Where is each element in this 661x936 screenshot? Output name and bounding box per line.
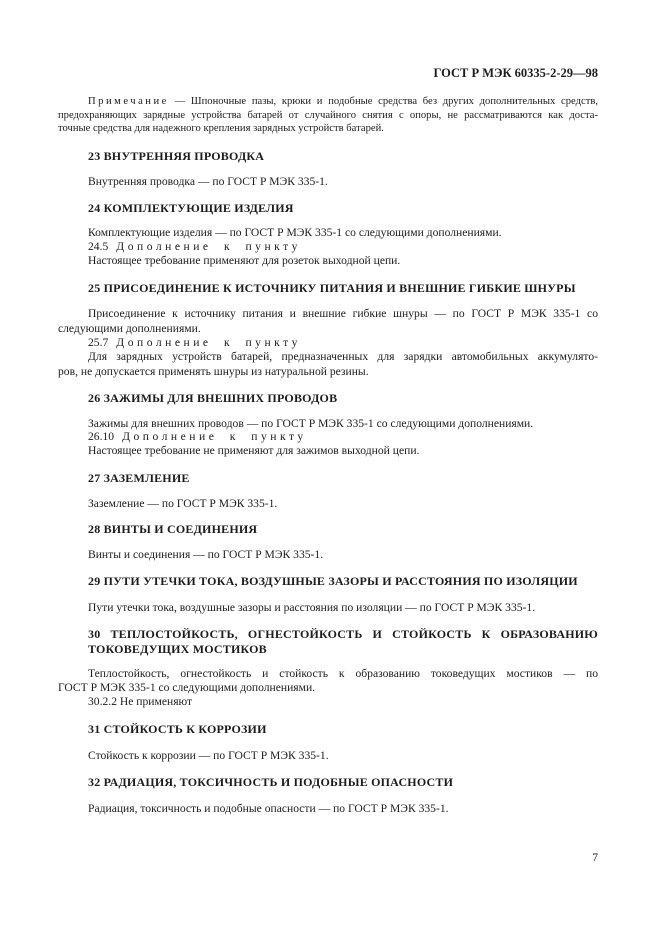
section-30-paragraph-line-2: ГОСТ Р МЭК 335-1 со следующими дополнениями. <box>58 681 316 694</box>
section-27-paragraph: Заземление — по ГОСТ Р МЭК 335-1. <box>88 497 278 510</box>
section-25-paragraph-line-2: следующими дополнениями. <box>58 322 201 335</box>
note-line-3: точные средства для надежного крепления зарядных устройств батарей. <box>58 123 384 134</box>
note-line-1-text: — Шпоночные пазы, крюки и подобные средства без других дополнительных средств, <box>174 96 598 107</box>
note-line-1 <box>58 96 598 109</box>
clause-26-10-text: Настоящее требование не применяют для зажимов выходной цепи. <box>88 444 420 457</box>
clause-24-5-text: Настоящее требование применяют для розеток выходной цепи. <box>88 254 401 267</box>
section-29-heading: 29 ПУТИ УТЕЧКИ ТОКА, ВОЗДУШНЫЕ ЗАЗОРЫ И РАССТОЯНИЯ ПО ИЗОЛЯЦИИ <box>88 574 578 588</box>
section-23-paragraph: Внутренняя проводка — по ГОСТ Р МЭК 335-1. <box>88 175 328 188</box>
clause-24-5-number: 24.5 <box>88 240 109 253</box>
section-24-heading: 24 КОМПЛЕКТУЮЩИЕ ИЗДЕЛИЯ <box>88 201 294 215</box>
section-32-heading: 32 РАДИАЦИЯ, ТОКСИЧНОСТЬ И ПОДОБНЫЕ ОПАСНОСТИ <box>88 775 454 789</box>
section-25-paragraph-line-1: Присоединение к источнику питания и внешние гибкие шнуры — по ГОСТ Р МЭК 335-1 со <box>88 307 598 320</box>
section-31-heading: 31 СТОЙКОСТЬ К КОРРОЗИИ <box>88 722 267 736</box>
section-30-heading-line-1: 30 ТЕПЛОСТОЙКОСТЬ, ОГНЕСТОЙКОСТЬ И СТОЙКОСТЬ К ОБРАЗОВАНИЮ <box>88 627 598 641</box>
section-28-heading: 28 ВИНТЫ И СОЕДИНЕНИЯ <box>88 522 258 536</box>
section-29-paragraph: Пути утечки тока, воздушные зазоры и расстояния по изоляции — по ГОСТ Р МЭК 335-1. <box>88 601 536 614</box>
clause-25-7-number: 25.7 <box>88 336 109 349</box>
clause-30-2-2: 30.2.2 Не применяют <box>88 695 193 708</box>
note-label: Примечание <box>88 96 169 107</box>
section-30-paragraph-line-1: Теплостойкость, огнестойкость и стойкость к образованию токоведущих мостиков — по <box>88 667 598 680</box>
clause-25-7 <box>58 336 598 350</box>
section-31-paragraph: Стойкость к коррозии — по ГОСТ Р МЭК 335-1. <box>88 749 329 762</box>
section-27-heading: 27 ЗАЗЕМЛЕНИЕ <box>88 471 190 485</box>
section-25-heading: 25 ПРИСОЕДИНЕНИЕ К ИСТОЧНИКУ ПИТАНИЯ И ВНЕШНИЕ ГИБКИЕ ШНУРЫ <box>88 281 576 295</box>
section-24-paragraph: Комплектующие изделия — по ГОСТ Р МЭК 335-1 со следующими дополнениями. <box>88 226 502 239</box>
section-26-heading: 26 ЗАЖИМЫ ДЛЯ ВНЕШНИХ ПРОВОДОВ <box>88 391 338 405</box>
page-header-doc-code: ГОСТ Р МЭК 60335-2-29—98 <box>433 66 598 80</box>
clause-25-7-text-line-1: Для зарядных устройств батарей, предназначенных для зарядки автомобильных аккумулято- <box>88 350 598 363</box>
clause-26-10-label: Дополнение к пункту <box>122 430 307 443</box>
clause-26-10-number: 26.10 <box>88 430 115 443</box>
section-26-paragraph: Зажимы для внешних проводов — по ГОСТ Р МЭК 335-1 со следующими дополнениями. <box>88 417 534 430</box>
clause-25-7-label: Дополнение к пункту <box>116 336 301 349</box>
section-28-paragraph: Винты и соединения — по ГОСТ Р МЭК 335-1. <box>88 548 324 561</box>
clause-26-10 <box>58 430 598 444</box>
page-number: 7 <box>592 851 598 864</box>
section-30-heading-line-2: ТОКОВЕДУЩИХ МОСТИКОВ <box>88 642 267 656</box>
section-23-heading: 23 ВНУТРЕННЯЯ ПРОВОДКА <box>88 149 265 163</box>
clause-25-7-text-line-2: ров, не допускается применять шнуры из натуральной резины. <box>58 365 369 378</box>
section-32-paragraph: Радиация, токсичность и подобные опасности — по ГОСТ Р МЭК 335-1. <box>88 802 449 815</box>
note-line-2: предохраняющих зарядные устройства батарей от случайного снятия с опоры, не рассматриваются как доста- <box>58 110 598 121</box>
clause-24-5 <box>58 240 598 254</box>
clause-24-5-label: Дополнение к пункту <box>116 240 301 253</box>
